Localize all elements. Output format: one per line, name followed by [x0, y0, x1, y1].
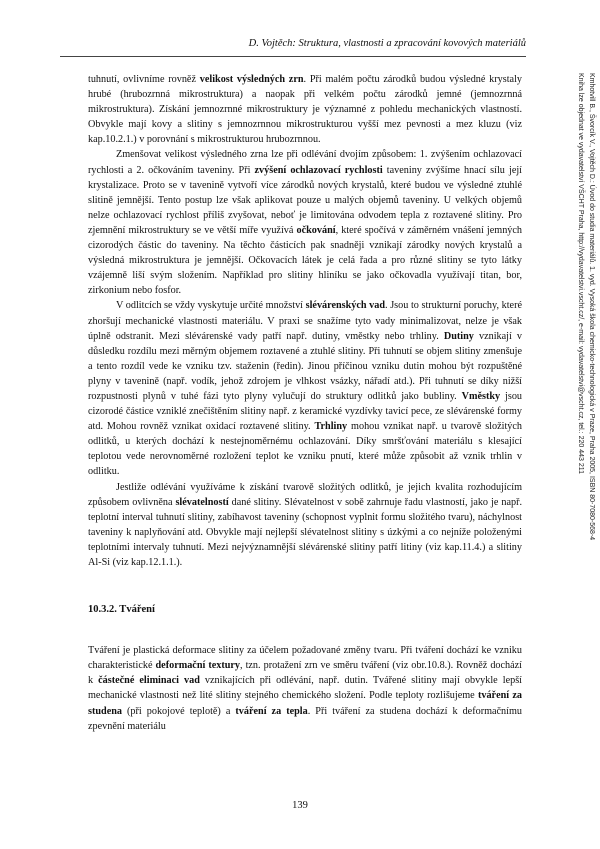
paragraph-2: [88, 147, 522, 298]
emphasis-term: slévárenských vad: [305, 300, 386, 312]
emphasis-term: slévatelností: [175, 496, 229, 508]
paragraph-5: [88, 643, 522, 734]
text-run: taveniny zvýšíme hnací sílu její krystalizace. Proto se v tavenině vytvoří více zárodků nových krystalů, které budou ve výsledné ztuhlé slitině jemnější. Tento postup lze však aplikovat pouze u malých objemů taveniny. U velkých objemů nelze ochlazovací rychlost příliš zvyšovat, neboť je limitována odvodem tepla z roztavené slitiny. Pro zjemnění mikrostruktury se ve větší míře využívá: [88, 164, 523, 236]
citation-side-note: [575, 73, 596, 673]
emphasis-term: tváření za studena: [88, 690, 522, 717]
text-run: . Při malém počtu zárodků budou výsledné krystaly hrubé (hrubozrnná mikrostruktura) a naopak při velkém počtu zárodků jemné (jemnozrnná mikrostruktura). Získání jemnozrnné mikrostruktury je významné z pohledu mechanických vlastností. Obvykle mají kovy a slitiny s jemnozrnnou mikrostrukturou vyšší mez pevnosti a mez kluzu (viz kap.10.2.1.) v porovnání s mikrostrukturou hrubozrnnou.: [88, 74, 522, 146]
section-heading: 10.3.2. Tváření: [88, 604, 155, 616]
text-run: . Při tváření za studena dochází k deformačnímu zpevnění materiálu: [88, 705, 522, 732]
citation-line-2: Kniha lze objednat ve vydavatelství VŠCHT Praha, http://vydavatelstvi.vscht.cz/, e-mail: vydavatelstvi@vscht.cz, tel.: 220 443 211: [577, 73, 585, 474]
emphasis-term: Dutiny: [443, 330, 474, 342]
text-run: Zmenšovat velikost výsledného zrna lze při odlévání dvojím způsobem: 1. zvýšením ochlazovací rychlosti a 2. očkováním taveniny. Při: [88, 149, 522, 176]
text-run: . Jsou to strukturní poruchy, které zhoršují mechanické vlastnosti materiálu. V praxi se snažíme tyto vady minimalizovat, nelze je však úplně odstranit. Mezi slévárenské vady patří např. dutiny, vměstky nebo trhliny.: [88, 300, 522, 342]
paragraph-3: [88, 298, 522, 479]
text-run: V odlitcích se vždy vyskytuje určité množství: [116, 300, 306, 312]
text-run: , tzn. protažení zrn ve směru tváření (viz obr.10.8.). Rovněž dochází k: [88, 660, 522, 687]
page-number: 139: [292, 800, 308, 811]
emphasis-term: částečné eliminaci vad: [98, 675, 200, 687]
emphasis-term: deformační textury: [155, 660, 241, 672]
paragraph-4: [88, 480, 522, 571]
text-run: tuhnutí, ovlivníme rovněž: [88, 74, 200, 85]
text-run: Jestliže odlévání využíváme k získání tvarově složitých odlitků, je jejich kvalita rozhodujícím způsobem ovlivněna: [88, 481, 522, 508]
text-run: dané slitiny. Slévatelnost v sobě zahrnuje řadu vlastností, jako je např. teplotní interval tuhnutí slitiny, zabíhavost taveniny (schopnost vyplnit formu složitého tvaru), náchylnost taveniny k naplyňování atd. Obvykle mají nejlepší slévatelnost slitiny s úzkými a co nejníže položenými teplotními intervaly tuhnutí. Mezi nejvýznamnější slévárenské slitiny patří litiny (viz kap.11.4.) a slitiny Al-Si (viz kap.12.1.1.).: [88, 496, 523, 568]
text-run: (při pokojové teplotě) a: [121, 705, 236, 717]
running-header: D. Vojtěch: Struktura, vlastnosti a zpracování kovových materiálů: [248, 38, 526, 49]
emphasis-term: Vměstky: [461, 390, 501, 402]
emphasis-term: velikost výsledných zrn: [199, 74, 304, 85]
text-run: mohou vznikat např. u tvarově složitých odlitků, u kterých dochází k nestejnoměrnému ochlazování. Díky smršťování materiálu s klesající teplotou vede nerovnoměrné rozložení teplot ke vzniku pnutí, které může způsobit až vznik trhlin v odlitku.: [88, 421, 522, 478]
text-run: vznikají v důsledku rozdílu mezi měrným objemem roztavené a ztuhlé slitiny. Při tuhnutí se objem slitiny zmenšuje a tento rozdíl vede ke vzniku tzv. staženin (ředin). Jinou příčinou vzniku dutin mohou být rozpuštěné plyny v tavenině (např. vodík, jehož zdrojem je vlhkost vsázky, nářadí atd.). Při tuhnutí se díky nižší rozpustnosti plynů v tuhé fázi tyto plyny vylučují do struktury odlitků jako bubliny.: [88, 330, 522, 402]
text-run: Tváření je plastická deformace slitiny za účelem požadované změny tvaru. Při tváření dochází ke vzniku charakteristické: [88, 645, 522, 672]
emphasis-term: tváření za tepla: [235, 705, 308, 717]
text-run: , které spočívá v záměrném vnášení jemných cizorodých částic do taveniny. Na těchto částicích pak snadněji vznikají zárodky nových krystalů a výsledná mikrostruktura je jemnější. Očkovacích látek je celá řada a pro různé slitiny se tyto látky vzájemně liší svým složením. Například pro slitiny hliníku se jako očkovadla využívají titan, bor, zirkonium nebo fosfor.: [88, 224, 522, 297]
paragraph-1: [88, 72, 522, 147]
emphasis-term: Trhliny: [314, 421, 348, 433]
emphasis-term: očkování: [296, 224, 336, 236]
text-run: jsou cizorodé částice vzniklé znečištěním slitiny např. z keramické vyzdívky tavicí pece, ze slévárenské formy atd. Mohou rovněž vznikat oxidací roztavené slitiny.: [88, 390, 523, 433]
text-run: vznikajících při odlévání, např. dutin. Tvářené slitiny mají obvykle lepší mechanické vlastnosti než lité slitiny stejného chemického složení. Podle teploty rozlišujeme: [88, 675, 522, 702]
header-divider: [60, 56, 526, 57]
main-text: [88, 72, 522, 734]
emphasis-term: zvýšení ochlazovací rychlosti: [254, 164, 383, 176]
citation-line-1: Kmhotvill B., Švorcík V., Vojtěch D.: Úvod do studia materiálů. 1. vyd. Vysoká škola chemicko-technologická v Praze, Praha 2005, ISBN 80-7080-568-4: [588, 73, 595, 541]
